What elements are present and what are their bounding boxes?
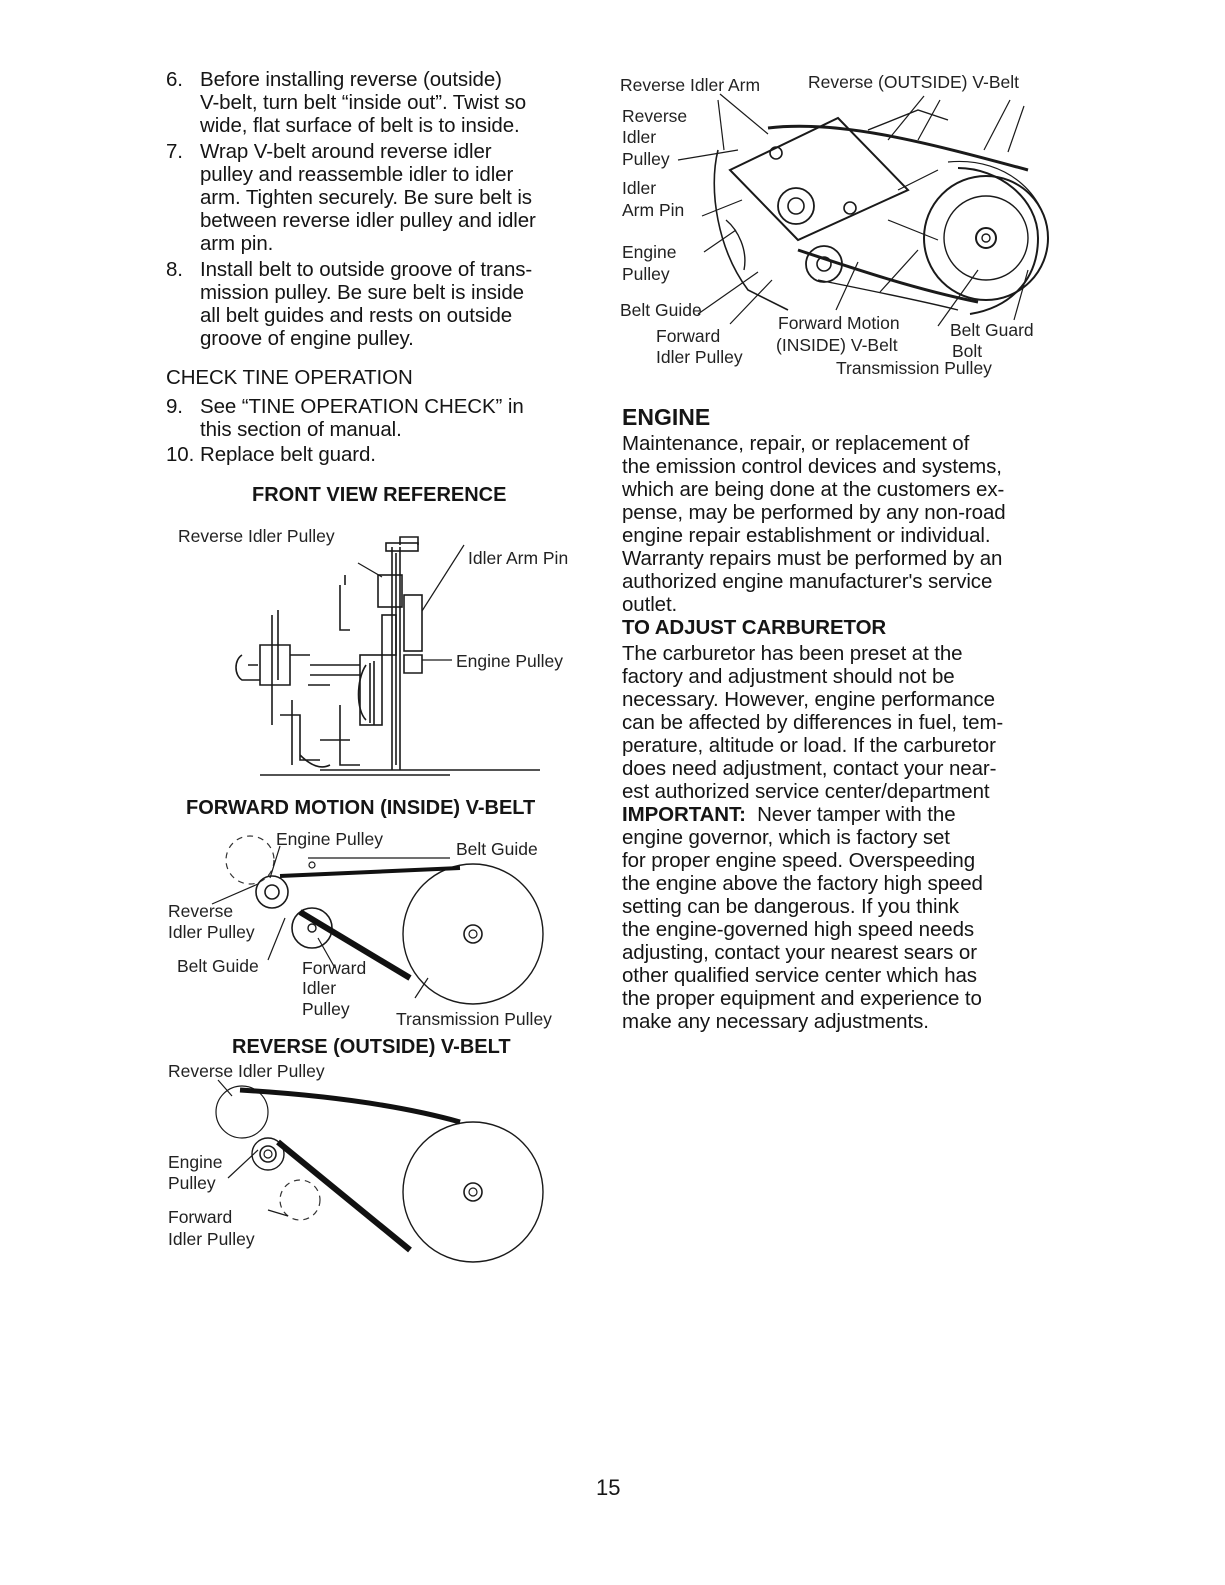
important-line [622, 803, 1003, 826]
paragraph-line: engine governor, which is factory set [622, 826, 950, 849]
step-line: Replace belt guard. [200, 443, 376, 466]
paragraph-line: can be affected by differences in fuel, tem- [622, 711, 1004, 734]
paragraph-line: the engine-governed high speed needs [622, 918, 975, 941]
label-reverse-outside-vbelt: Reverse (OUTSIDE) V-Belt [808, 72, 1020, 92]
step-line: pulley and reassemble idler to idler [200, 163, 514, 186]
label-reverse-idler-pulley: Reverse Idler Pulley [168, 1061, 325, 1081]
label-inside-vbelt: (INSIDE) V-Belt [776, 335, 898, 355]
paragraph-line: engine repair establishment or individual. [622, 524, 991, 547]
label-pulley: Pulley [302, 999, 350, 1019]
paragraph-line: the engine above the factory high speed [622, 872, 983, 895]
step-line: Before installing reverse (outside) [200, 68, 502, 91]
paragraph-line: Maintenance, repair, or replacement of [622, 432, 970, 455]
label-idler-pulley: Idler Pulley [168, 922, 255, 942]
step-line: V-belt, turn belt “inside out”. Twist so [200, 91, 527, 114]
step-line: Install belt to outside groove of trans- [200, 258, 533, 281]
label-idler-pulley: Idler Pulley [168, 1229, 255, 1249]
label-idler: Idler [302, 978, 337, 998]
label-pulley-2: Pulley [622, 264, 670, 284]
paragraph-line: perature, altitude or load. If the carburetor [622, 734, 996, 757]
front-view-title: FRONT VIEW REFERENCE [252, 484, 507, 506]
reverse-outside-diagram [160, 1060, 590, 1290]
label-idler-2: Idler [622, 178, 657, 198]
paragraph-line: necessary. However, engine performance [622, 688, 995, 711]
label-reverse: Reverse [622, 106, 688, 126]
label-engine: Engine [622, 242, 677, 262]
label-arm-pin: Arm Pin [622, 200, 685, 220]
label-belt-guide: Belt Guide [177, 956, 259, 976]
paragraph-line: adjusting, contact your nearest sears or [622, 941, 977, 964]
paragraph-line: Warranty repairs must be performed by an [622, 547, 1003, 570]
label-idler: Idler [622, 127, 657, 147]
step-number: 10. [166, 443, 195, 466]
paragraph-line: setting can be dangerous. If you think [622, 895, 959, 918]
label-transmission-pulley: Transmission Pulley [396, 1009, 552, 1029]
paragraph-line: which are being done at the customers ex- [622, 478, 1005, 501]
label-forward: Forward [168, 1207, 233, 1227]
step-line: Wrap V-belt around reverse idler [200, 140, 492, 163]
label-pulley: Pulley [168, 1173, 216, 1193]
label-bolt: Bolt [952, 341, 983, 361]
label-forward-motion: Forward Motion [778, 313, 900, 333]
label-reverse-idler-pulley: Reverse Idler Pulley [178, 526, 335, 546]
label-engine-pulley: Engine Pulley [276, 829, 384, 849]
paragraph-line: est authorized service center/department [622, 780, 990, 803]
step-line: all belt guides and rests on outside [200, 304, 513, 327]
important-text: Never tamper with the [745, 803, 956, 826]
step-line: wide, flat surface of belt is to inside. [200, 114, 520, 137]
paragraph-line: The carburetor has been preset at the [622, 642, 963, 665]
label-reverse-idler-arm: Reverse Idler Arm [620, 75, 761, 95]
label-belt-guard: Belt Guard [950, 320, 1034, 340]
label-forward: Forward [656, 326, 721, 346]
paragraph-line: other qualified service center which has [622, 964, 977, 987]
step-line: mission pulley. Be sure belt is inside [200, 281, 524, 304]
label-belt-guide-top: Belt Guide [456, 839, 538, 859]
label-belt-guide: Belt Guide [620, 300, 702, 320]
page-number: 15 [596, 1475, 621, 1500]
paragraph-line: make any necessary adjustments. [622, 1010, 929, 1033]
step-line: between reverse idler pulley and idler [200, 209, 536, 232]
reverse-outside-title: REVERSE (OUTSIDE) V-BELT [232, 1036, 511, 1058]
forward-motion-diagram [160, 828, 590, 1038]
label-forward: Forward [302, 958, 367, 978]
carburetor-paragraph [622, 642, 1003, 1033]
paragraph-line: outlet. [622, 593, 678, 616]
label-engine-pulley: Engine Pulley [456, 651, 564, 671]
step-number: 9. [166, 395, 183, 418]
step-line: this section of manual. [200, 418, 402, 441]
paragraph-line: the emission control devices and systems, [622, 455, 1002, 478]
reverse-outside-drawing [160, 1060, 590, 1290]
paragraph-line: does need adjustment, contact your near- [622, 757, 997, 780]
label-reverse: Reverse [168, 901, 234, 921]
step-line: See “TINE OPERATION CHECK” in [200, 395, 524, 418]
check-tine-operation-heading: CHECK TINE OPERATION [166, 366, 413, 389]
step-number: 6. [166, 68, 183, 91]
step-line: arm pin. [200, 232, 274, 255]
forward-motion-title: FORWARD MOTION (INSIDE) V-BELT [186, 797, 536, 819]
paragraph-line: authorized engine manufacturer's service [622, 570, 993, 593]
front-view-diagram [160, 515, 600, 780]
paragraph-line: the proper equipment and experience to [622, 987, 982, 1010]
step-number: 7. [166, 140, 183, 163]
step-number: 8. [166, 258, 183, 281]
engine-paragraph [622, 432, 1006, 616]
paragraph-line: for proper engine speed. Overspeeding [622, 849, 976, 872]
label-idler-arm-pin: Idler Arm Pin [468, 548, 569, 568]
label-idler-pulley: Idler Pulley [656, 347, 743, 367]
step-line: groove of engine pulley. [200, 327, 414, 350]
paragraph-line: factory and adjustment should not be [622, 665, 955, 688]
step-line: arm. Tighten securely. Be sure belt is [200, 186, 532, 209]
label-transmission-pulley: Transmission Pulley [836, 358, 992, 378]
carburetor-heading: TO ADJUST CARBURETOR [622, 616, 887, 639]
paragraph-line: pense, may be performed by any non-road [622, 501, 1006, 524]
label-engine: Engine [168, 1152, 223, 1172]
belt-assembly-photo [618, 70, 1058, 382]
important-label: IMPORTANT: [622, 803, 746, 826]
engine-heading: ENGINE [622, 404, 711, 430]
label-pulley: Pulley [622, 149, 670, 169]
